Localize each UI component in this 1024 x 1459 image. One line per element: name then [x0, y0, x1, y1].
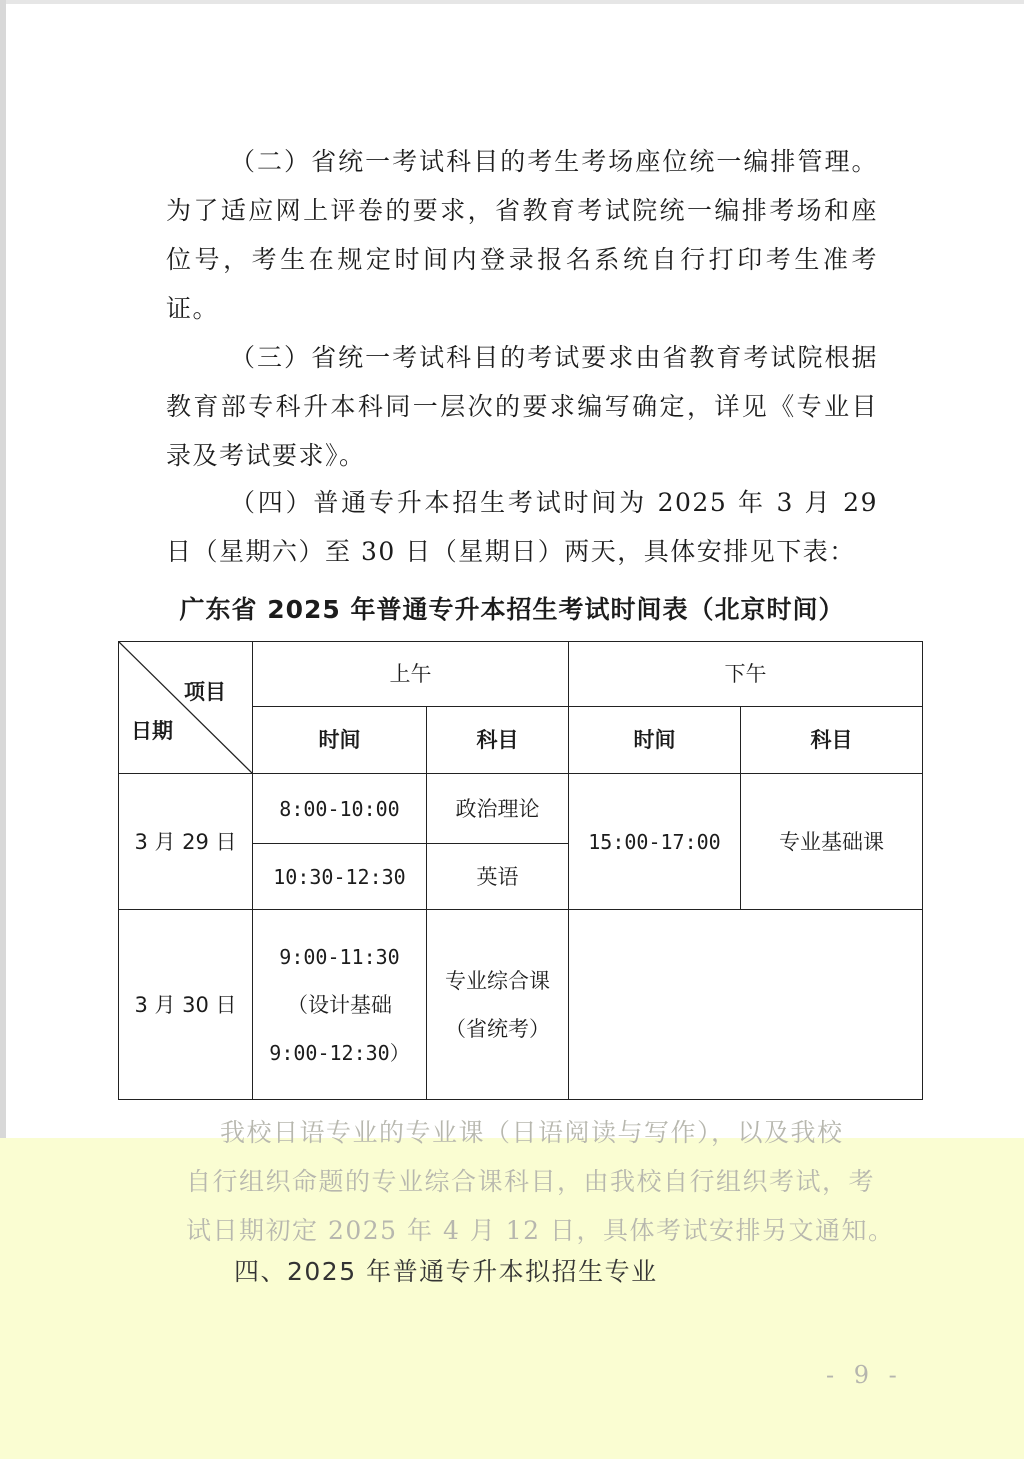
am-subject-cell: 政治理论 — [427, 774, 569, 844]
scan-edge-top — [0, 0, 1024, 4]
exam-schedule-table — [118, 641, 923, 1100]
subject-line: （省统考） — [445, 1016, 550, 1041]
header-pm-time: 时间 — [569, 707, 741, 774]
time-line: 9:00-12:30） — [269, 1040, 410, 1065]
faded-paragraph — [166, 1108, 878, 1157]
header-am-subject: 科目 — [427, 707, 569, 774]
corner-label-item: 项目 — [184, 680, 226, 704]
header-morning: 上午 — [253, 642, 569, 707]
am-subject-cell: 英语 — [427, 844, 569, 910]
faded-line-3-wrap — [186, 1206, 898, 1255]
date-cell: 3 月 29 日 — [119, 774, 253, 910]
pm-subject-cell: 专业基础课 — [741, 774, 923, 910]
corner-label-date: 日期 — [131, 719, 173, 743]
subject-line: 专业综合课 — [445, 968, 550, 993]
header-am-time: 时间 — [253, 707, 427, 774]
date-cell: 3 月 30 日 — [119, 910, 253, 1100]
section-heading: 四、2025 年普通专升本拟招生专业 — [234, 1257, 658, 1286]
pm-time-cell: 15:00-17:00 — [569, 774, 741, 910]
time-line: （设计基础 — [287, 992, 392, 1017]
table-row — [119, 774, 923, 844]
am-time-cell: 10:30-12:30 — [253, 844, 427, 910]
am-time-cell — [253, 910, 427, 1100]
table-caption: 广东省 2025 年普通专升本招生考试时间表（北京时间） — [179, 595, 845, 624]
am-subject-cell — [427, 910, 569, 1100]
table-row — [119, 910, 923, 1100]
pm-empty-cell — [569, 910, 923, 1100]
paragraph-seat-arrangement: （二）省统一考试科目的考生考场座位统一编排管理。为了适应网上评卷的要求，省教育考试院统一编排考场和座位号，考生在规定时间内登录报名系统自行打印考生准考证。 — [166, 147, 878, 323]
faded-line: 试日期初定 2025 年 4 月 12 日，具体考试安排另文通知。 — [186, 1216, 895, 1245]
header-afternoon: 下午 — [569, 642, 923, 707]
corner-diagonal — [119, 642, 253, 774]
faded-line: 自行组织命题的专业综合课科目，由我校自行组织考试，考 — [186, 1167, 876, 1196]
table-corner-cell — [119, 642, 253, 774]
paragraph-exam-time: （四）普通专升本招生考试时间为 2025 年 3 月 29 日（星期六）至 30 日（星期日）两天，具体安排见下表： — [166, 488, 878, 566]
faded-line: 我校日语专业的专业课（日语阅读与写作），以及我校 — [220, 1118, 844, 1147]
header-pm-subject: 科目 — [741, 707, 923, 774]
time-line: 9:00-11:30 — [279, 944, 400, 969]
am-time-cell: 8:00-10:00 — [253, 774, 427, 844]
paragraph-exam-requirements: （三）省统一考试科目的考试要求由省教育考试院根据教育部专科升本科同一层次的要求编写确定，详见《专业目录及考试要求》。 — [166, 343, 878, 470]
page-number: - 9 - — [826, 1361, 903, 1389]
faded-line-2-wrap — [186, 1157, 898, 1206]
